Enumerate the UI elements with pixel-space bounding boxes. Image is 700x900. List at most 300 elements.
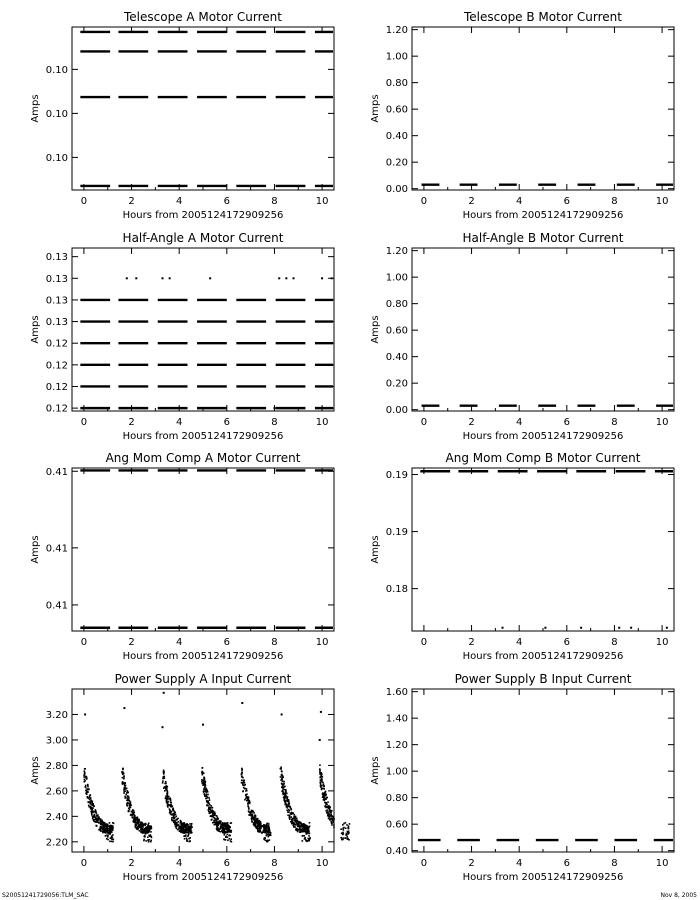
data-point [165, 781, 167, 783]
data-point [283, 783, 285, 785]
data-point [92, 819, 94, 821]
data-point [248, 807, 250, 809]
data-point [330, 815, 332, 817]
data-point [167, 796, 169, 798]
data-point [301, 826, 303, 828]
data-point [284, 793, 286, 795]
data-point [97, 818, 99, 820]
y-axis-label: Amps [370, 315, 381, 344]
y-tick-label: 0.60 [385, 104, 408, 116]
data-point [307, 838, 309, 840]
data-point [287, 799, 289, 801]
data-point [136, 820, 138, 822]
data-point [98, 829, 100, 831]
data-point [133, 817, 135, 819]
data-point [202, 724, 204, 726]
data-point [207, 794, 209, 796]
x-tick-label: 0 [80, 858, 88, 869]
data-point [323, 785, 325, 787]
y-tick-label: 0.19 [385, 527, 408, 539]
data-point [267, 827, 269, 829]
data-point [123, 778, 125, 780]
data-point [212, 810, 214, 812]
data-point [225, 836, 227, 838]
x-tick-label: 8 [611, 637, 618, 648]
data-point [107, 824, 109, 826]
data-point [327, 801, 329, 803]
data-point [166, 799, 168, 801]
data-point [147, 836, 149, 838]
data-point [186, 823, 188, 825]
data-point [333, 824, 335, 826]
y-tick-label: 2.20 [45, 837, 68, 849]
x-tick-label: 10 [655, 858, 669, 869]
data-point [302, 825, 304, 827]
data-point [348, 825, 350, 827]
x-tick-label: 10 [655, 637, 669, 648]
data-point [285, 790, 287, 792]
data-point [85, 777, 87, 779]
panel-title: Ang Mom Comp A Motor Current [105, 451, 301, 465]
data-point [113, 823, 115, 825]
data-point [167, 805, 169, 807]
data-point [134, 815, 136, 817]
data-point [321, 773, 323, 775]
data-point [163, 692, 165, 694]
data-point [242, 791, 244, 793]
data-point [224, 822, 226, 824]
data-point [130, 814, 132, 816]
data-point [288, 801, 290, 803]
data-point [305, 828, 307, 830]
data-point [218, 829, 220, 831]
data-point [212, 815, 214, 817]
data-point [188, 826, 190, 828]
data-point [206, 795, 208, 797]
data-point [148, 839, 150, 841]
data-point [163, 773, 165, 775]
data-point [261, 832, 263, 834]
data-point [250, 811, 252, 813]
x-tick-label: 0 [420, 637, 428, 648]
data-point [98, 816, 100, 818]
data-point [266, 831, 268, 833]
data-point [142, 825, 144, 827]
data-point [295, 821, 297, 823]
data-point [201, 767, 203, 769]
data-point [243, 784, 245, 786]
data-point [169, 810, 171, 812]
data-point [230, 831, 232, 833]
data-point [163, 776, 165, 778]
data-point [265, 827, 267, 829]
data-point [289, 815, 291, 817]
data-point [163, 770, 165, 772]
data-point [175, 822, 177, 824]
data-point [100, 822, 102, 824]
data-point [325, 810, 327, 812]
data-point [191, 825, 193, 827]
chart-panel-5 [30, 451, 334, 662]
data-point [167, 792, 169, 794]
data-point [183, 830, 185, 832]
x-tick-label: 6 [223, 858, 231, 869]
data-point [123, 792, 125, 794]
data-point [297, 825, 299, 827]
data-point [206, 793, 208, 795]
data-point [321, 31, 323, 33]
chart-panel-6 [370, 451, 674, 662]
x-tick-label: 4 [515, 196, 523, 207]
data-point [302, 828, 304, 830]
data-point [241, 779, 243, 781]
data-point [85, 792, 87, 794]
data-point [208, 797, 210, 799]
data-point [342, 824, 344, 826]
data-point [162, 726, 164, 728]
data-point [283, 800, 285, 802]
data-point [188, 831, 190, 833]
x-axis-label: Hours from 2005124172909256 [122, 872, 284, 883]
data-point [111, 828, 113, 830]
data-point [112, 827, 114, 829]
data-point [246, 790, 248, 792]
data-point [283, 781, 285, 783]
data-point [287, 807, 289, 809]
data-point [241, 782, 243, 784]
data-point [303, 835, 305, 837]
data-point [178, 31, 180, 33]
y-tick-label: 1.00 [385, 51, 408, 63]
data-point [287, 811, 289, 813]
data-point [326, 812, 328, 814]
data-point [128, 797, 130, 799]
data-point [210, 805, 212, 807]
data-point [126, 805, 128, 807]
data-point [206, 798, 208, 800]
x-tick-label: 4 [175, 196, 183, 207]
data-point [218, 830, 220, 832]
data-point [91, 814, 93, 816]
x-tick-label: 2 [128, 417, 135, 428]
y-tick-label: 1.00 [385, 272, 408, 284]
data-point [169, 277, 171, 279]
data-point [151, 837, 153, 839]
data-point [283, 796, 285, 798]
data-point [309, 837, 311, 839]
data-point [252, 810, 254, 812]
data-point [100, 823, 102, 825]
y-tick-label: 0.41 [45, 600, 68, 612]
data-point [179, 830, 181, 832]
data-point [143, 824, 145, 826]
data-point [209, 804, 211, 806]
data-point [197, 407, 199, 409]
data-point [320, 711, 322, 713]
data-point [178, 821, 180, 823]
data-point [282, 784, 284, 786]
data-point [295, 829, 297, 831]
data-point [186, 837, 188, 839]
data-point [113, 839, 115, 841]
data-point [92, 804, 94, 806]
data-point [255, 822, 257, 824]
data-point [333, 822, 335, 824]
data-point [133, 31, 135, 33]
data-point [208, 802, 210, 804]
data-point [293, 277, 295, 279]
data-point [217, 818, 219, 820]
y-tick-label: 0.41 [45, 466, 68, 478]
data-point [92, 816, 94, 818]
data-point [186, 826, 188, 828]
data-point [150, 826, 152, 828]
data-point [331, 815, 333, 817]
data-point [220, 827, 222, 829]
data-point [140, 826, 142, 828]
data-point [213, 813, 215, 815]
y-tick-label: 1.60 [385, 687, 408, 699]
data-point [147, 824, 149, 826]
data-point [221, 823, 223, 825]
data-point [348, 832, 350, 834]
x-tick-label: 6 [563, 858, 571, 869]
data-point [328, 807, 330, 809]
data-point [281, 778, 283, 780]
chart-panel-1 [30, 10, 334, 221]
data-point [340, 837, 342, 839]
data-point [127, 802, 129, 804]
data-point [281, 771, 283, 773]
data-point [184, 822, 186, 824]
data-point [319, 739, 321, 741]
data-point [257, 827, 259, 829]
data-point [295, 816, 297, 818]
data-point [150, 831, 152, 833]
data-point [171, 806, 173, 808]
data-point [145, 833, 147, 835]
data-point [103, 822, 105, 824]
data-point [94, 821, 96, 823]
data-point [327, 815, 329, 817]
data-point [342, 834, 344, 836]
data-point [300, 822, 302, 824]
data-point [123, 789, 125, 791]
data-point [96, 816, 98, 818]
data-point [150, 841, 152, 843]
y-tick-label: 1.40 [385, 713, 408, 725]
y-tick-label: 1.00 [385, 766, 408, 778]
data-point [268, 823, 270, 825]
y-tick-label: 0.12 [45, 360, 68, 372]
data-point [286, 805, 288, 807]
data-point [165, 797, 167, 799]
footer-left-label: S20051241729056:TLM_SAC [2, 892, 89, 899]
data-point [181, 823, 183, 825]
data-point [257, 825, 259, 827]
data-point [177, 824, 179, 826]
data-point [111, 838, 113, 840]
y-tick-label: 0.41 [45, 543, 68, 555]
x-tick-label: 8 [611, 858, 618, 869]
data-point [255, 819, 257, 821]
data-point [293, 818, 295, 820]
data-point [285, 801, 287, 803]
data-point [289, 817, 291, 819]
data-point [257, 818, 259, 820]
data-point [122, 768, 124, 770]
data-point [328, 818, 330, 820]
data-point [343, 829, 345, 831]
data-point [320, 776, 322, 778]
data-point [256, 821, 258, 823]
data-point [100, 828, 102, 830]
plot-frame [412, 689, 674, 852]
y-tick-label: 2.40 [45, 811, 68, 823]
data-point [243, 782, 245, 784]
panel-title: Power Supply B Input Current [454, 672, 632, 686]
y-tick-label: 0.13 [45, 295, 68, 307]
data-point [104, 826, 106, 828]
x-tick-label: 2 [468, 417, 475, 428]
data-point [302, 835, 304, 837]
data-point [171, 817, 173, 819]
x-tick-label: 2 [128, 858, 135, 869]
data-point [126, 803, 128, 805]
data-point [322, 794, 324, 796]
data-point [325, 791, 327, 793]
chart-panel-7 [30, 672, 350, 883]
data-point [132, 811, 134, 813]
data-point [217, 825, 219, 827]
y-axis-label: Amps [370, 94, 381, 123]
chart-panel-3 [30, 231, 334, 442]
data-point [125, 794, 127, 796]
data-point [170, 801, 172, 803]
x-tick-label: 10 [315, 417, 329, 428]
data-point [319, 773, 321, 775]
data-point [92, 810, 94, 812]
x-tick-label: 6 [223, 196, 231, 207]
data-point [502, 627, 504, 629]
plot-frame [412, 27, 674, 190]
data-point [249, 803, 251, 805]
data-point [346, 836, 348, 838]
data-point [168, 801, 170, 803]
data-point [320, 782, 322, 784]
data-point [216, 820, 218, 822]
data-point [544, 627, 546, 629]
data-point [123, 707, 125, 709]
data-point [139, 822, 141, 824]
data-point [203, 777, 205, 779]
data-point [189, 823, 191, 825]
data-point [209, 812, 211, 814]
data-point [173, 810, 175, 812]
data-point [298, 825, 300, 827]
x-tick-label: 10 [655, 417, 669, 428]
y-tick-label: 0.00 [385, 184, 408, 196]
data-point [184, 832, 186, 834]
data-point [173, 817, 175, 819]
data-point [170, 813, 172, 815]
data-point [147, 832, 149, 834]
data-point [126, 797, 128, 799]
x-tick-label: 0 [420, 196, 428, 207]
panel-title: Half-Angle A Motor Current [122, 231, 284, 245]
y-tick-label: 0.12 [45, 403, 68, 415]
y-tick-label: 1.20 [385, 246, 408, 258]
x-axis-label: Hours from 2005124172909256 [122, 651, 284, 662]
data-point [112, 829, 114, 831]
data-point [169, 805, 171, 807]
data-point [309, 833, 311, 835]
data-point [309, 822, 311, 824]
data-point [180, 826, 182, 828]
data-point [348, 827, 350, 829]
x-tick-label: 0 [80, 637, 88, 648]
plot-frame [412, 248, 674, 411]
data-point [164, 777, 166, 779]
data-point [278, 277, 280, 279]
data-point [245, 798, 247, 800]
data-point [112, 834, 114, 836]
data-point [95, 811, 97, 813]
data-point [227, 826, 229, 828]
data-point [580, 627, 582, 629]
data-point [208, 806, 210, 808]
data-point [190, 832, 192, 834]
data-point [227, 822, 229, 824]
data-point [259, 831, 261, 833]
x-axis-label: Hours from 2005124172909256 [122, 431, 284, 442]
data-point [287, 806, 289, 808]
data-point [294, 826, 296, 828]
x-tick-label: 4 [515, 637, 523, 648]
x-tick-label: 8 [271, 417, 278, 428]
data-point [308, 829, 310, 831]
data-point [281, 776, 283, 778]
data-point [83, 775, 85, 777]
data-point [104, 831, 106, 833]
data-point [243, 787, 245, 789]
y-tick-label: 3.20 [45, 709, 68, 721]
data-point [108, 832, 110, 834]
data-point [183, 827, 185, 829]
x-tick-label: 10 [315, 637, 329, 648]
data-point [122, 783, 124, 785]
x-tick-label: 8 [611, 417, 618, 428]
data-point [302, 840, 304, 842]
data-point [268, 833, 270, 835]
chart-panel-4 [370, 231, 674, 442]
panel-title: Telescope B Motor Current [463, 10, 623, 24]
data-point [329, 819, 331, 821]
data-point [166, 789, 168, 791]
data-point [149, 826, 151, 828]
data-point [280, 766, 282, 768]
data-point [265, 835, 267, 837]
data-point [331, 277, 333, 279]
y-tick-label: 0.40 [385, 131, 408, 143]
data-point [269, 839, 271, 841]
data-point [306, 826, 308, 828]
data-point [107, 839, 109, 841]
data-point [213, 820, 215, 822]
y-tick-label: 0.13 [45, 273, 68, 285]
data-point [87, 788, 89, 790]
panel-title: Power Supply A Input Current [114, 672, 292, 686]
